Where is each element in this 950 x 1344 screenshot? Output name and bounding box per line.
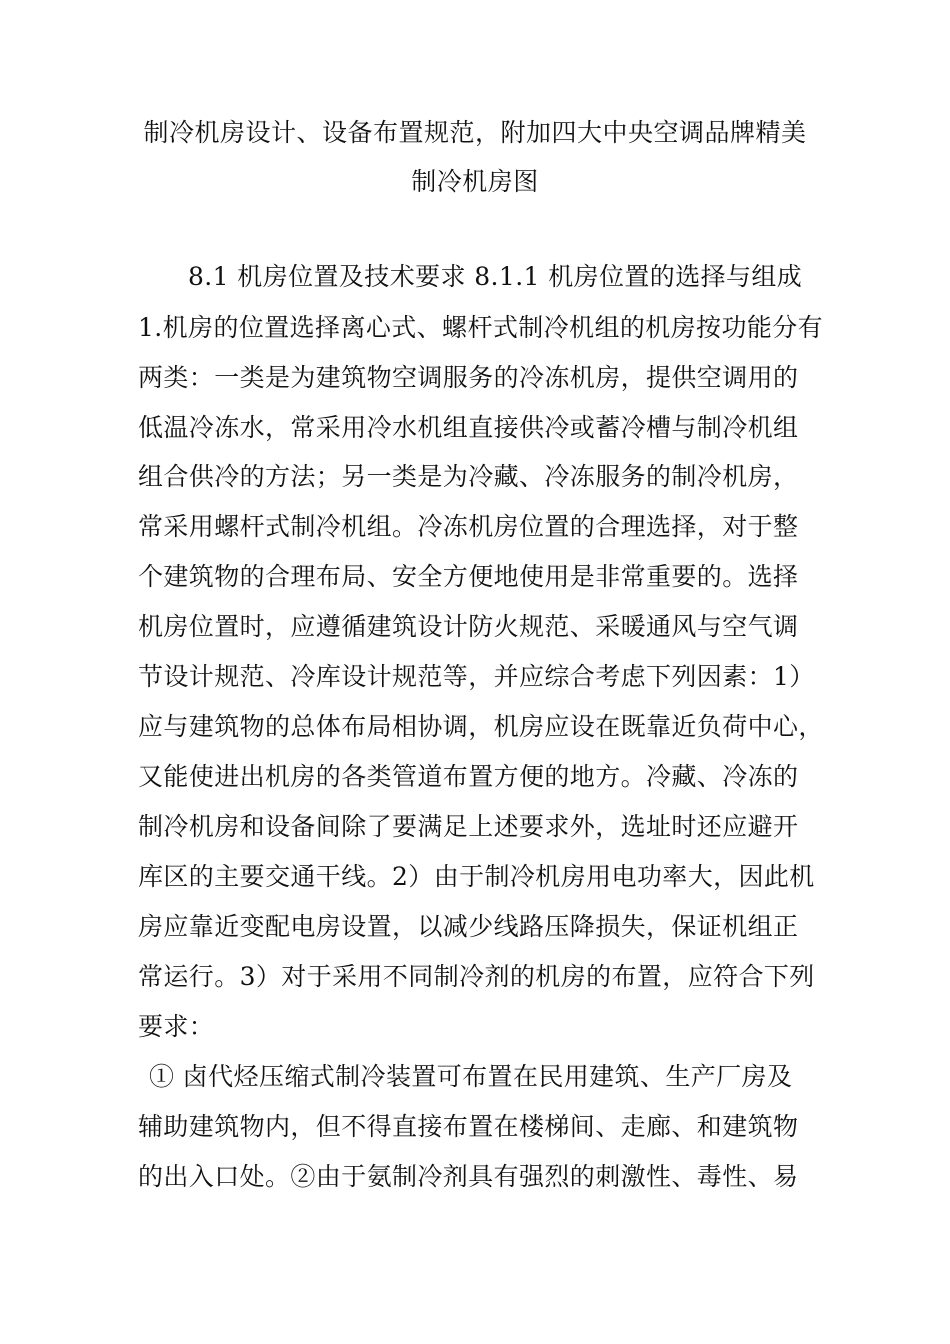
body-line: 要求：	[138, 1012, 215, 1041]
body-line: 应与建筑物的总体布局相协调，机房应设在既靠近负荷中心，	[138, 712, 824, 741]
document-title-line-1: 制冷机房设计、设备布置规范，附加四大中央空调品牌精美	[143, 118, 807, 147]
body-line: 的出入口处。②由于氨制冷剂具有强烈的刺激性、毒性、易	[138, 1162, 799, 1191]
body-line: 两类：一类是为建筑物空调服务的冷冻机房，提供空调用的	[138, 363, 799, 392]
body-line: 1.机房的位置选择离心式、螺杆式制冷机组的机房按功能分有	[138, 313, 824, 342]
body-line: 房应靠近变配电房设置，以减少线路压降损失，保证机组正	[138, 912, 799, 941]
body-line: ① 卤代烃压缩式制冷装置可布置在民用建筑、生产厂房及	[149, 1062, 793, 1091]
body-line: 制冷机房和设备间除了要满足上述要求外，选址时还应避开	[138, 812, 799, 841]
body-line: 常采用螺杆式制冷机组。冷冻机房位置的合理选择，对于整	[138, 512, 799, 541]
body-line: 低温冷冻水，常采用冷水机组直接供冷或蓄冷槽与制冷机组	[138, 413, 799, 442]
section-heading-line: 8.1 机房位置及技术要求 8.1.1 机房位置的选择与组成	[188, 262, 803, 291]
body-line: 节设计规范、冷库设计规范等，并应综合考虑下列因素：1）	[138, 662, 815, 691]
body-line: 库区的主要交通干线。2）由于制冷机房用电功率大，因此机	[138, 862, 815, 891]
body-line: 又能使进出机房的各类管道布置方便的地方。冷藏、冷冻的	[138, 762, 799, 791]
body-line: 个建筑物的合理布局、安全方便地使用是非常重要的。选择	[138, 562, 799, 591]
body-line: 组合供冷的方法；另一类是为冷藏、冷冻服务的制冷机房，	[138, 462, 799, 491]
body-line: 辅助建筑物内，但不得直接布置在楼梯间、走廊、和建筑物	[138, 1112, 799, 1141]
body-line: 机房位置时，应遵循建筑设计防火规范、采暖通风与空气调	[138, 612, 799, 641]
document-title-line-2: 制冷机房图	[411, 167, 539, 196]
body-line: 常运行。3）对于采用不同制冷剂的机房的布置，应符合下列	[138, 962, 815, 991]
